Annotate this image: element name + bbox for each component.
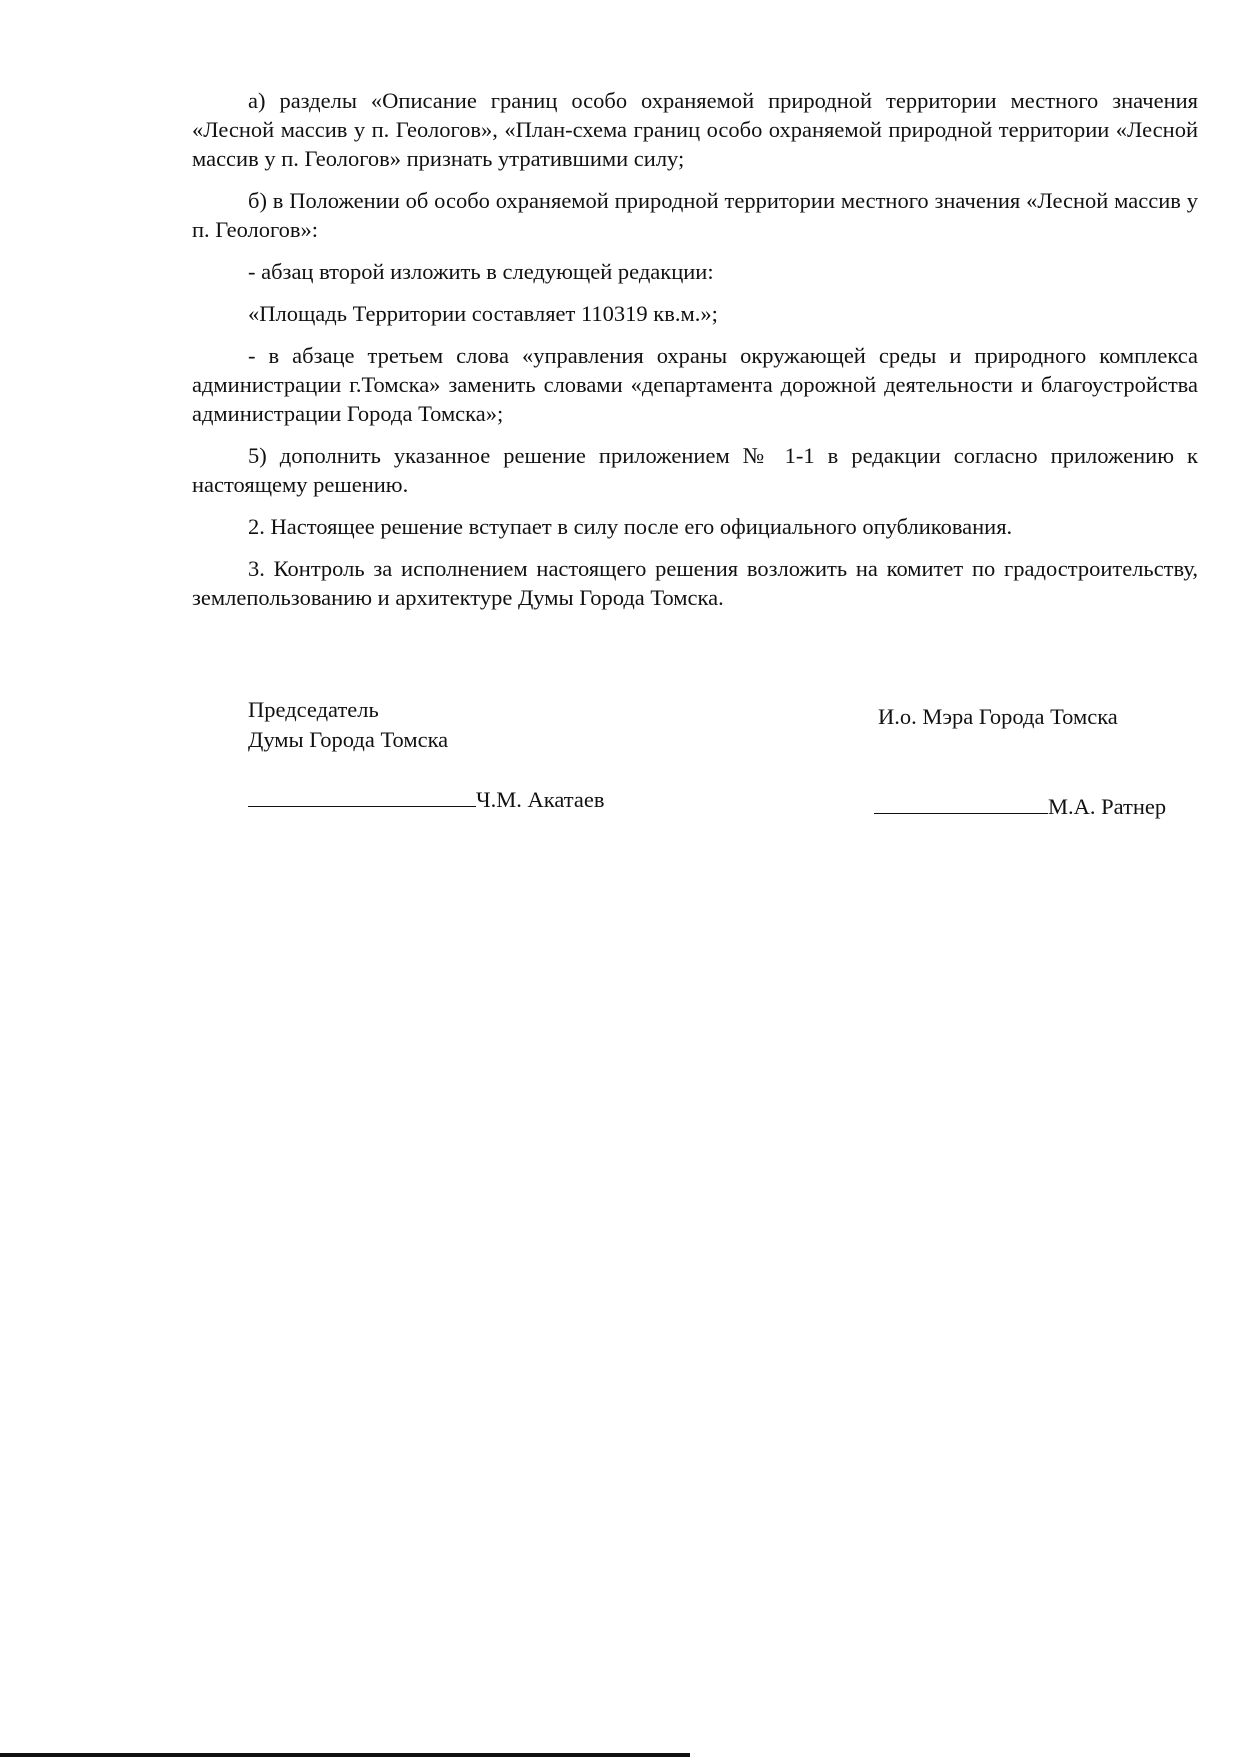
paragraph-third-abzac-replace: - в абзаце третьем слова «управления охраны окружающей среды и природного комплекса администрации г.Томска» заменить словами «департамента дорожной деятельности и благоустройства администрации Города Томска»; <box>192 343 1198 426</box>
paragraph-5-appendix: 5) дополнить указанное решение приложением № 1-1 в редакции согласно приложению к настоящему решению. <box>192 443 1198 497</box>
mayor-signature-line <box>874 791 1166 822</box>
signature-blank-right <box>874 791 1048 814</box>
chairman-signature-line <box>248 784 604 815</box>
chairman-organization: Думы Города Томска <box>248 727 449 752</box>
paragraph-2-effective: 2. Настоящее решение вступает в силу после его официального опубликования. <box>248 514 1013 539</box>
mayor-title: И.о. Мэра Города Томска <box>878 704 1118 729</box>
scan-bottom-rule <box>0 1753 690 1757</box>
chairman-name: Ч.М. Акатаев <box>476 787 605 812</box>
chairman-title-block <box>248 695 448 755</box>
paragraph-area-quote: «Площадь Территории составляет 110319 кв.м.»; <box>248 301 718 326</box>
document-body <box>192 86 1198 625</box>
paragraph-b-regulation: б) в Положении об особо охраняемой природной территории местного значения «Лесной массив у п. Геологов»: <box>192 188 1198 242</box>
chairman-title: Председатель <box>248 697 379 722</box>
paragraph-second-abzac: - абзац второй изложить в следующей редакции: <box>248 259 714 284</box>
signature-blank-left <box>248 784 476 807</box>
mayor-name: М.А. Ратнер <box>1048 794 1167 819</box>
paragraph-a-sections-void: а) разделы «Описание границ особо охраняемой природной территории местного значения «Лесной массив у п. Геологов», «План-схема границ особо охраняемой природной территории «Лесной массив у п. Геологов» признать утратившими силу; <box>192 88 1198 171</box>
paragraph-3-control: 3. Контроль за исполнением настоящего решения возложить на комитет по градостроительству, землепользованию и архитектуре Думы Города Томска. <box>192 556 1198 610</box>
